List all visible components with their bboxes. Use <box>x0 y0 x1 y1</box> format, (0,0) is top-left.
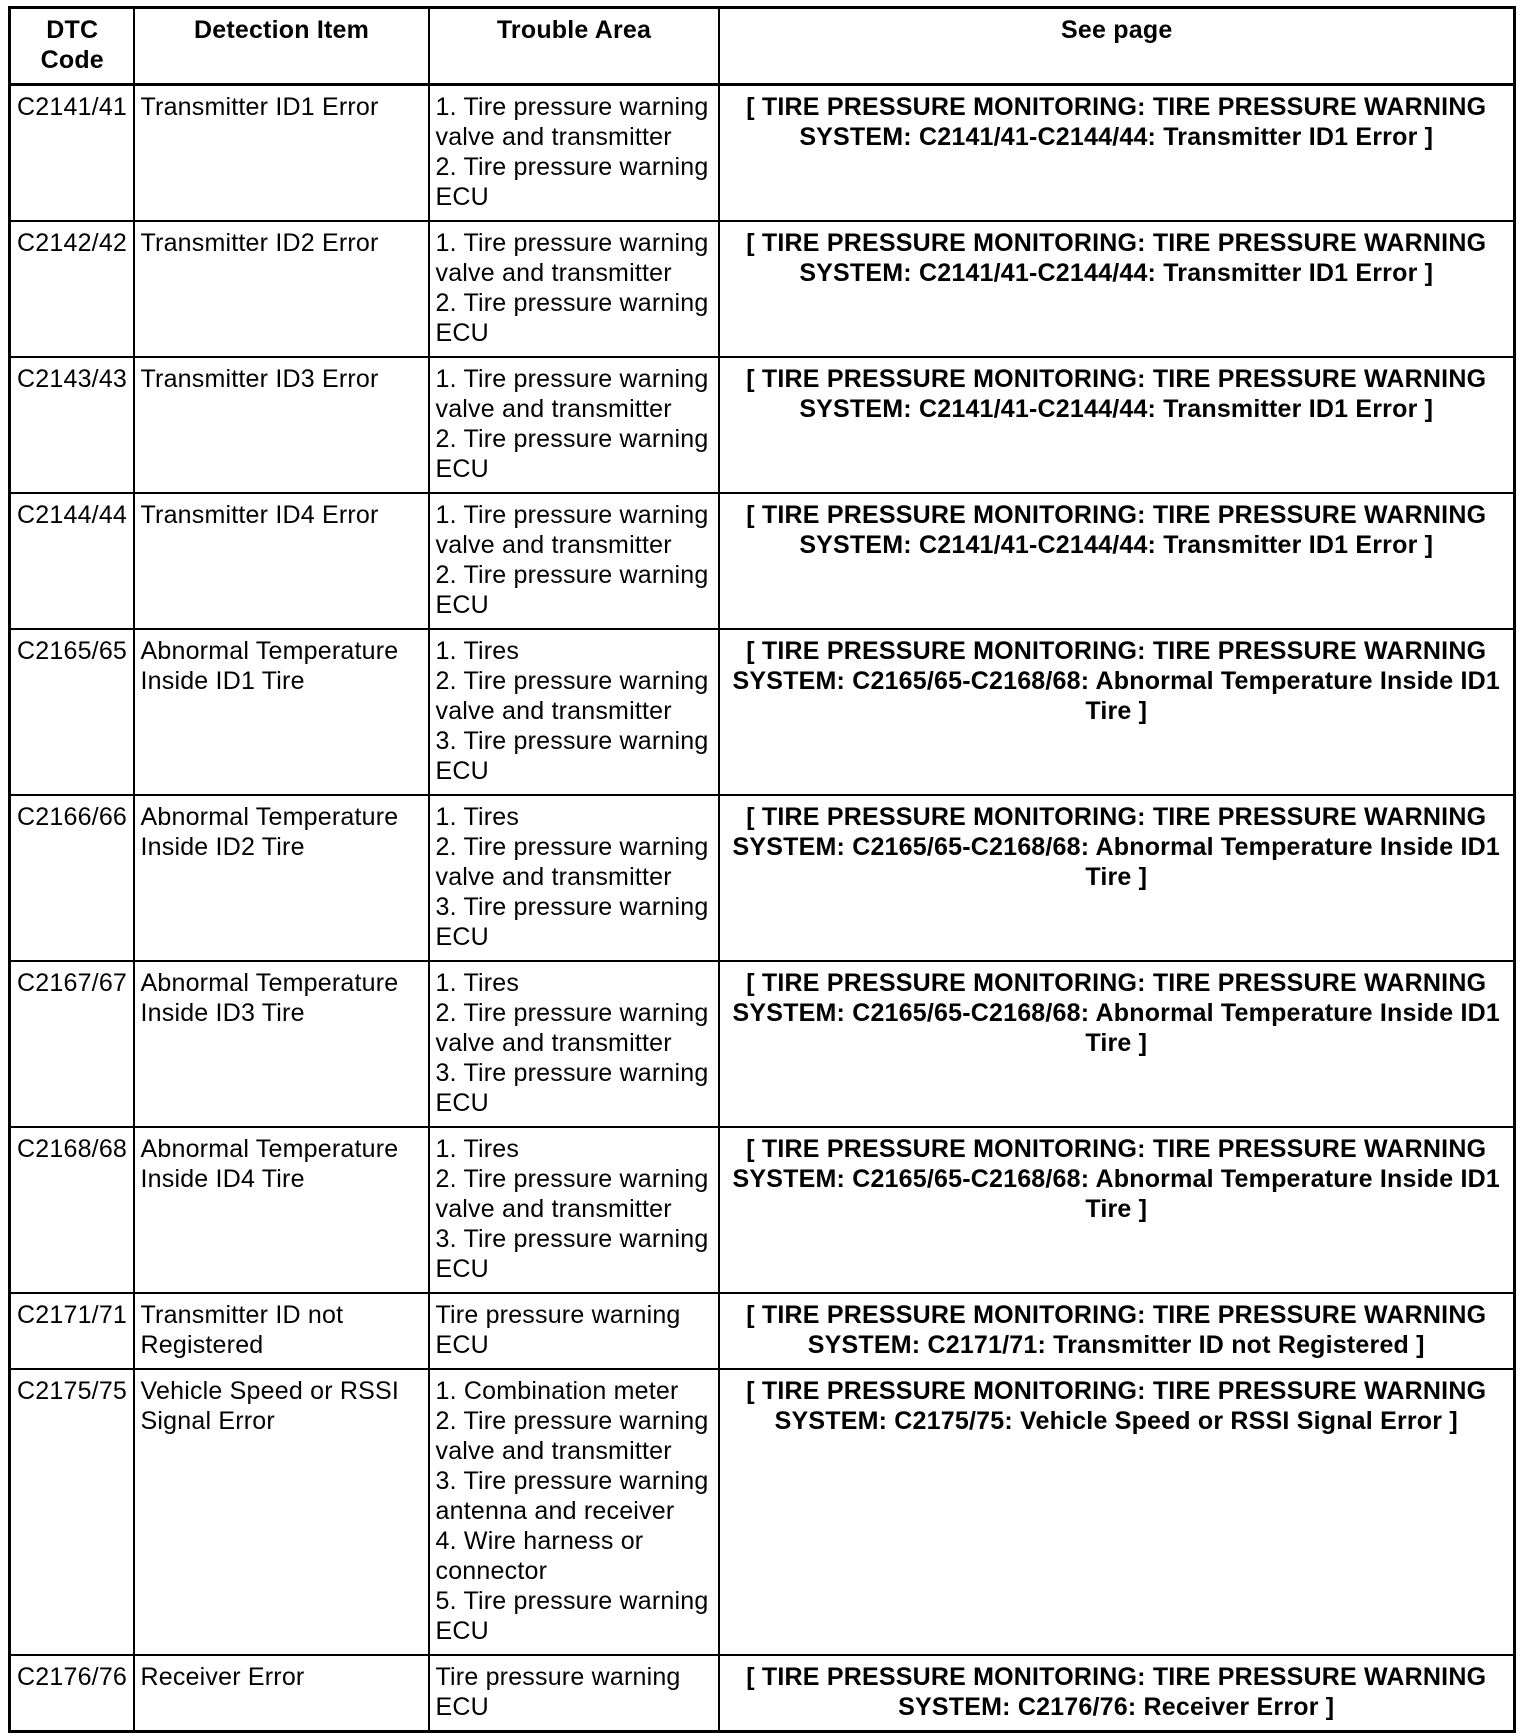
trouble-area-line: 3. Tire pressure warning ECU <box>435 727 709 785</box>
trouble-area-line: 3. Tire pressure warning ECU <box>435 1225 709 1283</box>
see-page-link[interactable]: [ TIRE PRESSURE MONITORING: TIRE PRESSURE WARNING SYSTEM: C2176/76: Receiver Error ] <box>719 1655 1515 1732</box>
detection-item-cell: Vehicle Speed or RSSI Signal Error <box>134 1369 429 1655</box>
trouble-area-line: 3. Tire pressure warning antenna and receiver <box>435 1467 709 1525</box>
table-row <box>10 1655 1515 1732</box>
header-trouble-area: Trouble Area <box>429 8 719 85</box>
header-dtc-code-line2: Code <box>40 46 104 74</box>
dtc-code-cell: C2142/42 <box>10 221 134 357</box>
header-see-page: See page <box>719 8 1515 85</box>
header-dtc-code-line1: DTC <box>46 16 99 44</box>
table-row <box>10 961 1515 1127</box>
trouble-area-line: 4. Wire harness or connector <box>435 1527 644 1585</box>
dtc-code-cell: C2165/65 <box>10 629 134 795</box>
trouble-area-line: 5. Tire pressure warning ECU <box>435 1587 709 1645</box>
dtc-code-cell: C2166/66 <box>10 795 134 961</box>
detection-item-cell: Abnormal Temperature Inside ID2 Tire <box>134 795 429 961</box>
see-page-link[interactable]: [ TIRE PRESSURE MONITORING: TIRE PRESSURE WARNING SYSTEM: C2175/75: Vehicle Speed or RSSI Signal Error ] <box>719 1369 1515 1655</box>
trouble-area-line: Tire pressure warning ECU <box>435 1301 681 1359</box>
dtc-code-cell: C2167/67 <box>10 961 134 1127</box>
trouble-area-cell <box>429 795 719 961</box>
detection-item-cell: Transmitter ID not Registered <box>134 1293 429 1369</box>
dtc-table <box>8 6 1516 1733</box>
table-row <box>10 1369 1515 1655</box>
trouble-area-line: 1. Tire pressure warning valve and transmitter <box>435 365 709 423</box>
dtc-code-cell: C2171/71 <box>10 1293 134 1369</box>
detection-item-cell: Transmitter ID4 Error <box>134 493 429 629</box>
detection-item-cell: Transmitter ID3 Error <box>134 357 429 493</box>
trouble-area-cell <box>429 1127 719 1293</box>
trouble-area-cell <box>429 1655 719 1732</box>
see-page-link[interactable]: [ TIRE PRESSURE MONITORING: TIRE PRESSURE WARNING SYSTEM: C2141/41-C2144/44: Transmitter ID1 Error ] <box>719 357 1515 493</box>
trouble-area-cell <box>429 1293 719 1369</box>
table-header <box>10 8 1515 85</box>
dtc-code-cell: C2144/44 <box>10 493 134 629</box>
see-page-link[interactable]: [ TIRE PRESSURE MONITORING: TIRE PRESSURE WARNING SYSTEM: C2171/71: Transmitter ID not Registered ] <box>719 1293 1515 1369</box>
table-row <box>10 493 1515 629</box>
see-page-link[interactable]: [ TIRE PRESSURE MONITORING: TIRE PRESSURE WARNING SYSTEM: C2165/65-C2168/68: Abnormal Temperature Inside ID1 Tire ] <box>719 795 1515 961</box>
dtc-code-cell: C2141/41 <box>10 85 134 222</box>
dtc-table-container <box>8 6 1513 1733</box>
detection-item-cell: Abnormal Temperature Inside ID1 Tire <box>134 629 429 795</box>
trouble-area-line: 1. Tires <box>435 969 520 997</box>
see-page-link[interactable]: [ TIRE PRESSURE MONITORING: TIRE PRESSURE WARNING SYSTEM: C2165/65-C2168/68: Abnormal Temperature Inside ID1 Tire ] <box>719 961 1515 1127</box>
header-row <box>10 8 1515 85</box>
trouble-area-line: 2. Tire pressure warning valve and transmitter <box>435 1165 709 1223</box>
trouble-area-line: 3. Tire pressure warning ECU <box>435 1059 709 1117</box>
see-page-link[interactable]: [ TIRE PRESSURE MONITORING: TIRE PRESSURE WARNING SYSTEM: C2141/41-C2144/44: Transmitter ID1 Error ] <box>719 493 1515 629</box>
table-row <box>10 357 1515 493</box>
table-row <box>10 629 1515 795</box>
trouble-area-line: 1. Tire pressure warning valve and transmitter <box>435 93 709 151</box>
trouble-area-line: 1. Tires <box>435 803 520 831</box>
trouble-area-line: 2. Tire pressure warning valve and transmitter <box>435 667 709 725</box>
trouble-area-line: 2. Tire pressure warning ECU <box>435 289 709 347</box>
trouble-area-cell <box>429 629 719 795</box>
trouble-area-line: 2. Tire pressure warning valve and transmitter <box>435 1407 709 1465</box>
detection-item-cell: Abnormal Temperature Inside ID3 Tire <box>134 961 429 1127</box>
trouble-area-cell <box>429 85 719 222</box>
header-dtc-code <box>10 8 134 85</box>
trouble-area-line: 2. Tire pressure warning ECU <box>435 561 709 619</box>
table-row <box>10 1293 1515 1369</box>
trouble-area-cell <box>429 1369 719 1655</box>
see-page-link[interactable]: [ TIRE PRESSURE MONITORING: TIRE PRESSURE WARNING SYSTEM: C2141/41-C2144/44: Transmitter ID1 Error ] <box>719 221 1515 357</box>
see-page-link[interactable]: [ TIRE PRESSURE MONITORING: TIRE PRESSURE WARNING SYSTEM: C2165/65-C2168/68: Abnormal Temperature Inside ID1 Tire ] <box>719 1127 1515 1293</box>
dtc-code-cell: C2143/43 <box>10 357 134 493</box>
dtc-code-cell: C2176/76 <box>10 1655 134 1732</box>
trouble-area-line: Tire pressure warning ECU <box>435 1663 681 1721</box>
detection-item-cell: Transmitter ID2 Error <box>134 221 429 357</box>
dtc-code-cell: C2175/75 <box>10 1369 134 1655</box>
trouble-area-line: 1. Tires <box>435 637 520 665</box>
detection-item-cell: Receiver Error <box>134 1655 429 1732</box>
trouble-area-cell <box>429 221 719 357</box>
trouble-area-line: 1. Tires <box>435 1135 520 1163</box>
trouble-area-line: 1. Combination meter <box>435 1377 679 1405</box>
detection-item-cell: Abnormal Temperature Inside ID4 Tire <box>134 1127 429 1293</box>
table-row <box>10 221 1515 357</box>
table-row <box>10 795 1515 961</box>
trouble-area-line: 2. Tire pressure warning ECU <box>435 425 709 483</box>
detection-item-cell: Transmitter ID1 Error <box>134 85 429 222</box>
table-body <box>10 85 1515 1732</box>
trouble-area-line: 2. Tire pressure warning ECU <box>435 153 709 211</box>
see-page-link[interactable]: [ TIRE PRESSURE MONITORING: TIRE PRESSURE WARNING SYSTEM: C2141/41-C2144/44: Transmitter ID1 Error ] <box>719 85 1515 222</box>
trouble-area-cell <box>429 357 719 493</box>
dtc-code-cell: C2168/68 <box>10 1127 134 1293</box>
trouble-area-line: 1. Tire pressure warning valve and transmitter <box>435 229 709 287</box>
table-row <box>10 85 1515 222</box>
trouble-area-line: 2. Tire pressure warning valve and transmitter <box>435 833 709 891</box>
trouble-area-line: 2. Tire pressure warning valve and transmitter <box>435 999 709 1057</box>
trouble-area-line: 1. Tire pressure warning valve and transmitter <box>435 501 709 559</box>
trouble-area-cell <box>429 961 719 1127</box>
header-detection-item: Detection Item <box>134 8 429 85</box>
table-row <box>10 1127 1515 1293</box>
see-page-link[interactable]: [ TIRE PRESSURE MONITORING: TIRE PRESSURE WARNING SYSTEM: C2165/65-C2168/68: Abnormal Temperature Inside ID1 Tire ] <box>719 629 1515 795</box>
trouble-area-line: 3. Tire pressure warning ECU <box>435 893 709 951</box>
trouble-area-cell <box>429 493 719 629</box>
